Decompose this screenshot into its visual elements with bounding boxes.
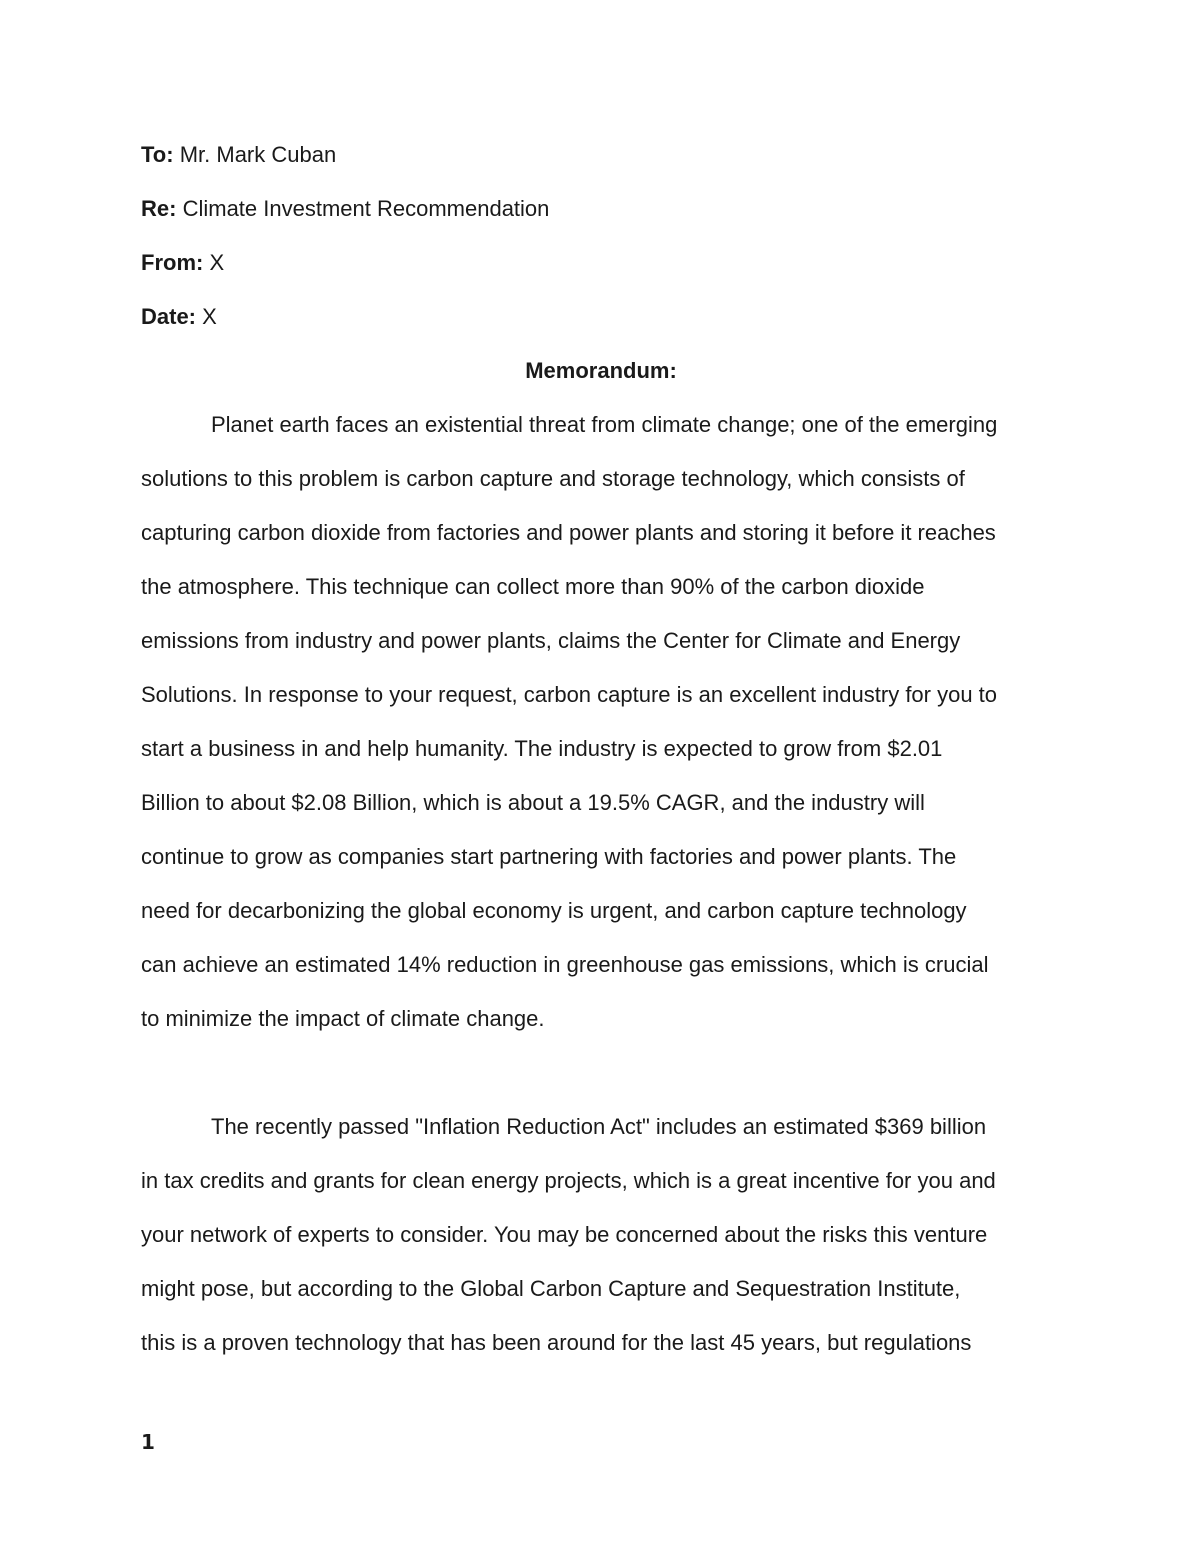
paragraph-line: capturing carbon dioxide from factories and power plants and storing it before it reaches xyxy=(141,520,996,545)
paragraph-line: solutions to this problem is carbon capture and storage technology, which consists of xyxy=(141,466,965,491)
paragraph-line: The recently passed "Inflation Reduction Act" includes an estimated $369 billion xyxy=(211,1114,987,1139)
paragraph-line: the atmosphere. This technique can collect more than 90% of the carbon dioxide xyxy=(141,574,925,599)
paragraph-line: in tax credits and grants for clean energy projects, which is a great incentive for you and xyxy=(141,1168,996,1193)
memo-body xyxy=(141,128,1061,1370)
paragraph-line: can achieve an estimated 14% reduction in greenhouse gas emissions, which is crucial xyxy=(141,952,989,977)
paragraph-line: continue to grow as companies start partnering with factories and power plants. The xyxy=(141,844,957,869)
paragraph-line: Solutions. In response to your request, carbon capture is an excellent industry for you to xyxy=(141,682,998,707)
date-value: X xyxy=(202,304,217,329)
paragraph-line: Planet earth faces an existential threat from climate change; one of the emerging xyxy=(211,412,998,437)
date-line xyxy=(141,290,1061,344)
from-label: From: xyxy=(141,250,204,275)
memo-title: Memorandum: xyxy=(525,358,677,383)
to-value: Mr. Mark Cuban xyxy=(179,142,337,167)
paragraph-line: emissions from industry and power plants, claims the Center for Climate and Energy xyxy=(141,628,961,653)
re-value: Climate Investment Recommendation xyxy=(182,196,550,221)
re-line xyxy=(141,182,1061,236)
paragraph-2 xyxy=(141,1100,1061,1370)
from-line xyxy=(141,236,1061,290)
paragraph-line: your network of experts to consider. You may be concerned about the risks this venture xyxy=(141,1222,988,1247)
paragraph-spacer xyxy=(141,1046,1061,1100)
page-number: 1 xyxy=(141,1430,155,1454)
paragraph-line: start a business in and help humanity. The industry is expected to grow from $2.01 xyxy=(141,736,943,761)
from-value: X xyxy=(209,250,225,275)
paragraph-line: Billion to about $2.08 Billion, which is about a 19.5% CAGR, and the industry will xyxy=(141,790,925,815)
paragraph-line: might pose, but according to the Global Carbon Capture and Sequestration Institute, xyxy=(141,1276,961,1301)
paragraph-line: this is a proven technology that has been around for the last 45 years, but regulations xyxy=(141,1330,972,1355)
re-label: Re: xyxy=(141,196,177,221)
paragraph-1 xyxy=(141,398,1061,1046)
paragraph-line: need for decarbonizing the global economy is urgent, and carbon capture technology xyxy=(141,898,967,923)
date-label: Date: xyxy=(141,304,197,329)
to-label: To: xyxy=(141,142,174,167)
paragraph-line: to minimize the impact of climate change. xyxy=(141,1006,545,1031)
to-line xyxy=(141,128,1061,182)
